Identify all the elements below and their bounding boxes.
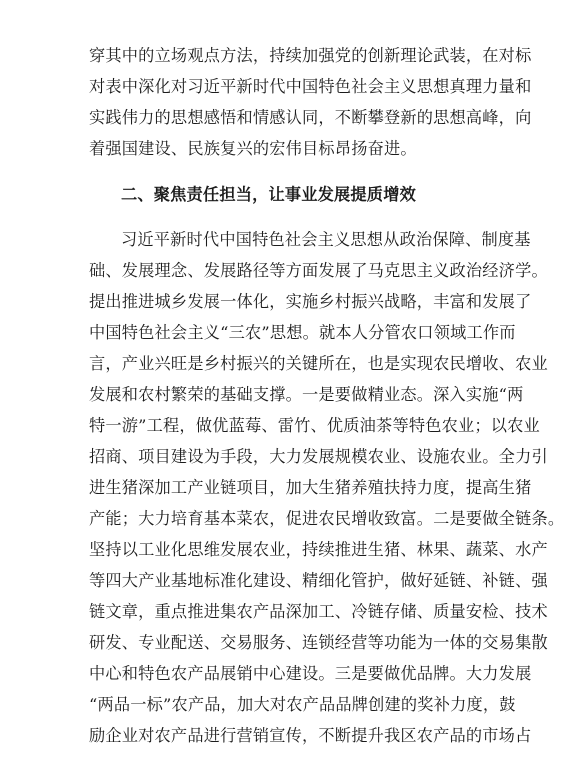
text-line: 发展和农村繁荣的基础支撑。一是要做精业态。深入实施“两 xyxy=(89,385,524,404)
section-heading: 二、聚焦责任担当，让事业发展提质增效 xyxy=(121,185,416,204)
text-line: 研发、专业配送、交易服务、连锁经营等功能为一体的交易集散 xyxy=(89,633,548,652)
text-line: 础、发展理念、发展路径等方面发展了马克思主义政治经济学。 xyxy=(89,261,548,280)
text-line: 产能；大力培育基本菜农，促进农民增收致富。二是要做全链条。 xyxy=(89,509,565,528)
text-line: 中国特色社会主义“三农”思想。就本人分管农口领域工作而 xyxy=(89,323,516,342)
text-line: 着强国建设、民族复兴的宏伟目标昂扬奋进。 xyxy=(89,139,417,158)
text-line: 坚持以工业化思维发展农业，持续推进生猪、林果、蔬菜、水产 xyxy=(89,540,548,559)
text-line: 言，产业兴旺是乡村振兴的关键所在，也是实现农民增收、农业 xyxy=(89,354,548,373)
text-line: 特一游”工程，做优蓝莓、雷竹、优质油茶等特色农业；以农业 xyxy=(89,416,540,435)
text-line: 实践伟力的思想感悟和情感认同，不断攀登新的思想高峰，向 xyxy=(89,108,532,127)
text-line: 招商、项目建设为手段，大力发展规模农业、设施农业。全力引 xyxy=(89,447,548,466)
text-line: 习近平新时代中国特色社会主义思想从政治保障、制度基 xyxy=(121,230,531,249)
text-line: 中心和特色农产品展销中心建设。三是要做优品牌。大力发展 xyxy=(89,664,532,683)
text-line: 链文章，重点推进集农产品深加工、冷链存储、质量安检、技术 xyxy=(89,602,548,621)
text-line: 等四大产业基地标准化建设、精细化管护，做好延链、补链、强 xyxy=(89,571,548,590)
text-line: “两品一标”农产品，加大对农产品品牌创建的奖补力度，鼓 xyxy=(89,695,516,714)
text-line: 对表中深化对习近平新时代中国特色社会主义思想真理力量和 xyxy=(89,77,532,96)
text-line: 穿其中的立场观点方法，持续加强党的创新理论武装，在对标 xyxy=(89,46,532,65)
text-line: 提出推进城乡发展一体化，实施乡村振兴战略，丰富和发展了 xyxy=(89,292,532,311)
text-line: 进生猪深加工产业链项目，加大生猪养殖扶持力度，提高生猪 xyxy=(89,478,532,497)
text-line: 励企业对农产品进行营销宣传，不断提升我区农产品的市场占 xyxy=(89,726,532,745)
